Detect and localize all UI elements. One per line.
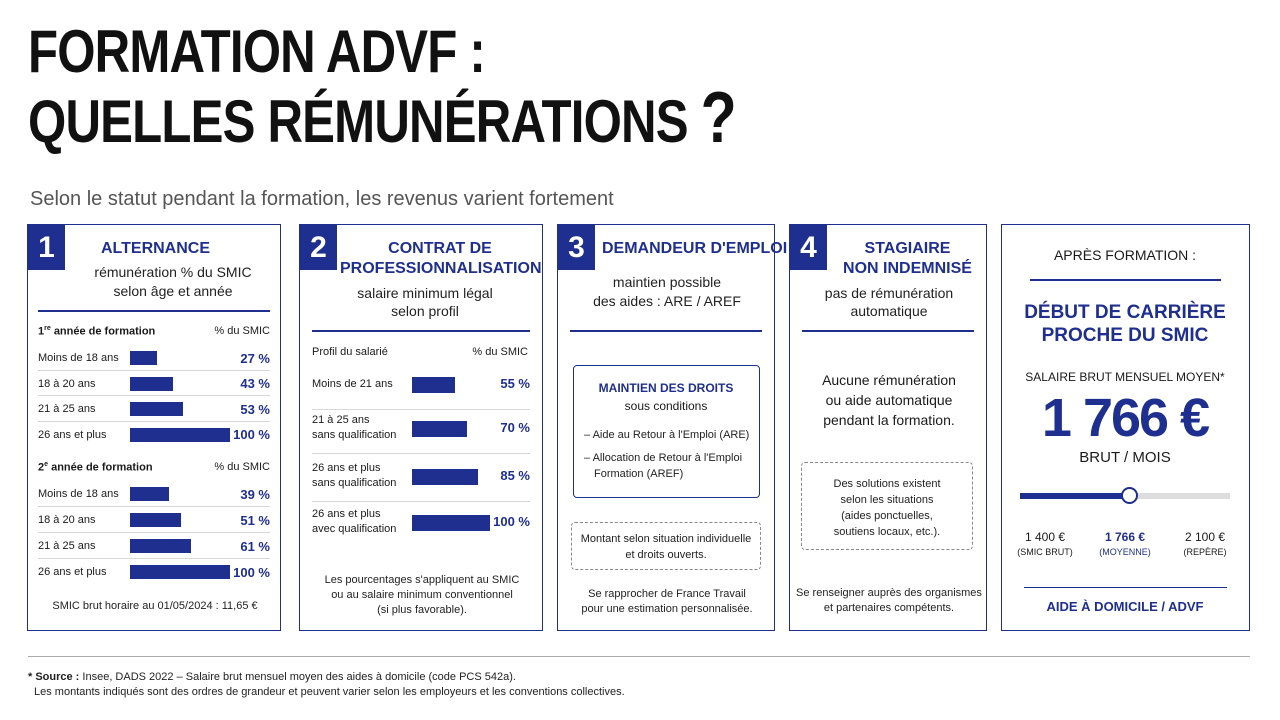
career-title-1: DÉBUT DE CARRIÈRE xyxy=(1024,302,1226,323)
card-subtitle-1: maintien possible xyxy=(612,274,722,290)
dash-line-2: et droits ouverts. xyxy=(625,549,707,561)
maintien-droits-box xyxy=(573,365,760,498)
mid-line-1: Aucune rémunération xyxy=(822,372,956,388)
year2-pct-header: % du SMIC xyxy=(214,461,270,473)
note-line-2: pour une estimation personnalisée. xyxy=(581,603,753,615)
profile-header: Profil du salarié xyxy=(312,346,388,358)
note-line-1: Les pourcentages s'appliquent au SMIC xyxy=(324,574,520,586)
row-bar xyxy=(130,351,157,365)
salary-scale-marker xyxy=(1121,487,1138,504)
row-bar xyxy=(130,402,183,416)
footer-source xyxy=(28,670,625,685)
title-question-mark: ? xyxy=(700,78,736,158)
row-label: 21 à 25 ans xyxy=(38,403,96,415)
note-line-1: Se rapprocher de France Travail xyxy=(588,588,746,600)
card-demandeur-emploi xyxy=(557,224,788,631)
row-percent: 53 % xyxy=(240,401,270,417)
row-label-2: sans qualification xyxy=(312,429,397,441)
year1-header xyxy=(38,325,155,338)
card-subtitle-1: pas de rémunération xyxy=(824,285,954,301)
table-row xyxy=(38,533,270,559)
footer-disclaimer: Les montants indiqués sont des ordres de grandeur et peuvent varier selon les employeurs et les conventions collectives. xyxy=(34,686,625,698)
smic-footnote: SMIC brut horaire au 01/05/2024 : 11,65 € xyxy=(52,600,258,612)
table-row xyxy=(38,371,270,397)
career-title-2: PROCHE DU SMIC xyxy=(1041,325,1209,346)
card-title-1: STAGIAIRE xyxy=(864,240,951,257)
dash-line-1: Des solutions existent xyxy=(833,478,941,490)
table-row xyxy=(38,481,270,507)
table-row xyxy=(38,345,270,371)
note-line-2: et partenaires compétents. xyxy=(823,602,955,614)
profession-label: AIDE À DOMICILE / ADVF xyxy=(1046,599,1204,614)
table-row xyxy=(312,413,532,453)
footer-divider xyxy=(28,656,1250,657)
row-percent: 51 % xyxy=(240,512,270,528)
salary-amount: 1 766 € xyxy=(1041,388,1209,448)
row-label: 26 ans et plus xyxy=(312,508,381,520)
divider-bottom xyxy=(1024,587,1227,588)
row-bar xyxy=(130,377,173,391)
divider xyxy=(570,330,762,332)
dash-line-4: soutiens locaux, etc.). xyxy=(833,526,941,538)
row-percent: 85 % xyxy=(500,468,530,483)
row-percent: 55 % xyxy=(500,376,530,391)
row-percent: 39 % xyxy=(240,486,270,502)
year2-sup: e xyxy=(44,461,49,468)
footer-source-text: Insee, DADS 2022 – Salaire brut mensuel moyen des aides à domicile (code PCS 542a). xyxy=(79,671,516,683)
table-row xyxy=(38,507,270,533)
box-subtitle: sous conditions xyxy=(624,399,708,413)
row-percent: 70 % xyxy=(500,420,530,435)
dash-line-2: selon les situations xyxy=(840,494,934,506)
pct-header: % du SMIC xyxy=(472,346,528,358)
row-label: 26 ans et plus xyxy=(38,428,107,441)
table-row xyxy=(312,461,532,501)
tick-value: 1 766 € xyxy=(1104,530,1146,544)
note-line-2: ou au salaire minimum conventionnel xyxy=(331,589,513,601)
card-subtitle-2: des aides : ARE / AREF xyxy=(593,293,741,309)
row-label: 26 ans et plus xyxy=(38,566,107,578)
card-alternance xyxy=(27,224,281,631)
tick-value: 1 400 € xyxy=(1024,530,1066,544)
row-label: Moins de 18 ans xyxy=(38,488,119,500)
row-bar xyxy=(412,515,490,531)
year1-pct-header: % du SMIC xyxy=(214,325,270,337)
note-line-3: (si plus favorable). xyxy=(377,604,467,616)
table-row xyxy=(38,422,270,448)
solutions-box xyxy=(801,462,973,550)
year1-sup: re xyxy=(44,325,51,332)
solutions-text xyxy=(802,476,972,540)
row-separator xyxy=(312,409,530,410)
footer-source-label: * Source : xyxy=(28,671,80,683)
salary-scale-fill xyxy=(1020,493,1129,499)
row-label: 21 à 25 ans xyxy=(312,414,370,426)
card-note xyxy=(558,587,776,617)
card-number: 2 xyxy=(300,225,337,270)
mid-line-2: ou aide automatique xyxy=(825,392,953,408)
row-label-2: sans qualification xyxy=(312,477,397,489)
card-title-1: CONTRAT DE xyxy=(388,240,492,257)
card-subtitle-2: selon profil xyxy=(391,303,459,319)
tick-label: (SMIC BRUT) xyxy=(1017,547,1073,557)
row-bar xyxy=(130,539,191,553)
row-label: 18 à 20 ans xyxy=(38,377,96,390)
year2-header xyxy=(38,461,153,474)
dash-text xyxy=(572,531,760,563)
card-title: DEMANDEUR D'EMPLOI xyxy=(602,240,788,257)
row-percent: 100 % xyxy=(233,427,270,442)
page-title xyxy=(28,18,891,158)
montant-note-box xyxy=(571,522,761,570)
card-title-2: PROFESSIONNALISATION xyxy=(340,260,542,277)
table-row xyxy=(38,396,270,422)
year2-label: année de formation xyxy=(51,461,153,474)
dash-line-3: (aides ponctuelles, xyxy=(841,510,933,522)
year2-ord: 2 xyxy=(38,461,45,474)
row-percent: 100 % xyxy=(233,564,270,580)
table-row xyxy=(312,369,532,409)
row-percent: 100 % xyxy=(493,514,530,529)
salary-unit: BRUT / MOIS xyxy=(1079,449,1171,466)
table-row xyxy=(312,507,532,547)
row-separator xyxy=(312,501,530,502)
row-separator xyxy=(312,453,530,454)
row-label: Moins de 18 ans xyxy=(38,352,119,364)
note-line-1: Se renseigner auprès des organismes xyxy=(796,587,982,599)
divider xyxy=(38,310,270,312)
salary-label: SALAIRE BRUT MENSUEL MOYEN* xyxy=(1025,370,1225,384)
card-subtitle-1: salaire minimum légal xyxy=(357,285,493,301)
page-subtitle: Selon le statut pendant la formation, les revenus varient fortement xyxy=(30,188,614,210)
row-percent: 61 % xyxy=(240,538,270,554)
card-title-2: NON INDEMNISÉ xyxy=(843,260,972,277)
title-line-1: FORMATION ADVF : xyxy=(28,18,485,85)
row-bar xyxy=(412,377,455,393)
card-note xyxy=(300,573,544,618)
card-title: ALTERNANCE xyxy=(100,240,211,257)
mid-line-3: pendant la formation. xyxy=(823,412,955,428)
row-label: Moins de 21 ans xyxy=(312,378,393,390)
no-pay-text xyxy=(790,370,988,430)
divider xyxy=(802,330,974,332)
divider xyxy=(312,330,530,332)
tick-label: (MOYENNE) xyxy=(1099,547,1151,557)
box-item-aref-1: – Allocation de Retour à l'Emploi xyxy=(584,452,743,464)
row-percent: 27 % xyxy=(240,350,270,366)
tick-value: 2 100 € xyxy=(1184,530,1226,544)
card-subtitle-2: selon âge et année xyxy=(113,283,233,299)
title-line-2 xyxy=(28,78,736,158)
table-row xyxy=(38,559,270,585)
row-bar xyxy=(412,469,478,485)
row-label: 18 à 20 ans xyxy=(38,514,96,526)
row-bar xyxy=(130,513,181,527)
dash-line-1: Montant selon situation individuelle xyxy=(580,533,752,545)
year1-label: année de formation xyxy=(53,325,156,338)
footer xyxy=(28,670,625,700)
year1-ord: 1 xyxy=(38,325,45,338)
row-bar xyxy=(412,421,467,437)
box-item-are: – Aide au Retour à l'Emploi (ARE) xyxy=(584,429,750,441)
title-line-2-text: QUELLES RÉMUNÉRATIONS xyxy=(28,88,688,155)
card-number: 1 xyxy=(28,225,65,270)
card-apres-formation xyxy=(1001,224,1250,631)
scale-tick xyxy=(1090,530,1160,557)
row-label: 21 à 25 ans xyxy=(38,540,96,552)
scale-tick xyxy=(1010,530,1080,557)
box-item-aref-2: Formation (AREF) xyxy=(594,468,684,480)
after-header: APRÈS FORMATION : xyxy=(1053,247,1197,263)
scale-tick xyxy=(1170,530,1240,557)
row-bar xyxy=(130,487,169,501)
card-stagiaire xyxy=(789,224,987,631)
card-professionnalisation xyxy=(299,224,543,631)
tick-label: (REPÈRE) xyxy=(1183,547,1227,557)
card-number: 3 xyxy=(558,225,595,270)
card-subtitle-2: automatique xyxy=(850,303,928,319)
card-subtitle-1: rémunération % du SMIC xyxy=(94,264,252,280)
row-label-2: avec qualification xyxy=(312,523,397,535)
box-title: MAINTIEN DES DROITS xyxy=(598,381,734,395)
row-label: 26 ans et plus xyxy=(312,462,381,474)
divider xyxy=(1030,279,1221,281)
row-percent: 43 % xyxy=(240,376,270,391)
card-number: 4 xyxy=(790,225,827,270)
card-note xyxy=(790,586,988,616)
